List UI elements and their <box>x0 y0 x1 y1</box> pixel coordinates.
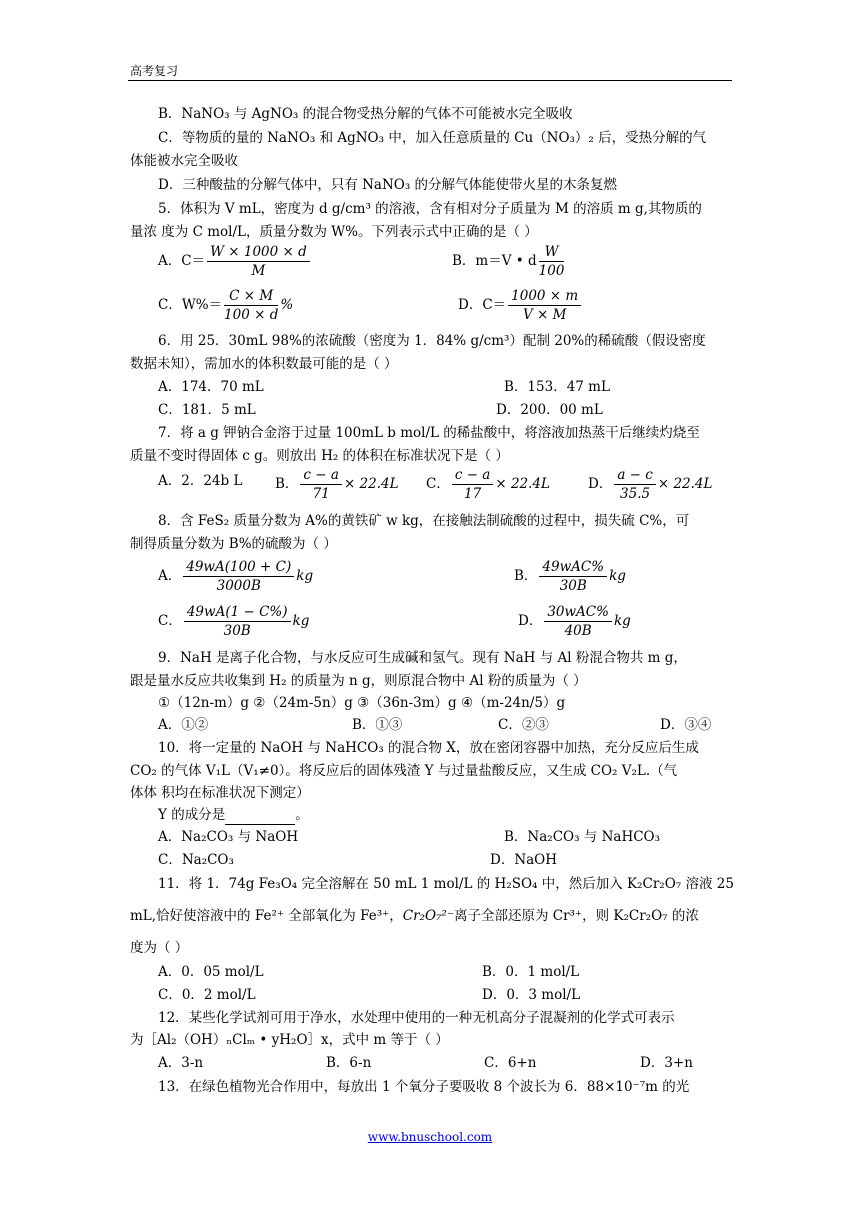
q6-option-b: B．153．47 mL <box>504 379 610 395</box>
q10-stem: 10．将一定量的 NaOH 与 NaHCO₃ 的混合物 X，放在密闭容器中加热，充分反应后生成 <box>158 740 699 756</box>
fraction <box>183 558 294 595</box>
numerator: c − a <box>300 466 342 485</box>
q9-option-b: B．①③ <box>352 717 403 733</box>
fraction <box>539 243 565 280</box>
q8-stem: 8．含 FeS₂ 质量分数为 A%的黄铁矿 w kg，在接触法制硫酸的过程中，损失硫 C%，可 <box>158 513 690 529</box>
q10-option-d: D．NaOH <box>490 852 558 868</box>
text-segment: mL,恰好使溶液中的 Fe²⁺ 全部氧化为 Fe³⁺， <box>130 908 403 924</box>
option-label: A． <box>158 568 182 584</box>
fraction <box>614 466 656 503</box>
q5-stem: 5．体积为 V mL，密度为 d g/cm³ 的溶液，含有相对分子质量为 M 的溶质 m g,其物质的 <box>158 201 702 217</box>
option-label: D． <box>588 476 613 492</box>
percent-sign: % <box>280 297 294 313</box>
denominator: 3000B <box>216 578 261 594</box>
q8-option-d <box>518 603 631 640</box>
option-c-line: C．等物质的量的 NaNO₃ 和 AgNO₃ 中，加入任意质量的 Cu（NO₃）₂ 后，受热分解的气 <box>158 130 707 146</box>
option-b-line: B．NaNO₃ 与 AgNO₃ 的混合物受热分解的气体不可能被水完全吸收 <box>158 106 573 122</box>
denominator: 100 × d <box>224 307 279 323</box>
q7-stem-cont: 质量不变时得固体 c g。则放出 H₂ 的体积在标准状况下是（ ） <box>130 448 509 464</box>
fraction <box>184 603 291 640</box>
text-segment: 离子全部还原为 Cr³⁺，则 K₂Cr₂O₇ 的浓 <box>453 908 699 924</box>
denominator: 71 <box>312 486 330 502</box>
q6-stem: 6．用 25．30mL 98%的浓硫酸（密度为 1．84% g/cm³）配制 20%的稀硫酸（假设密度 <box>158 333 706 349</box>
fraction <box>508 287 581 324</box>
q11-option-d: D．0．3 mol/L <box>482 987 581 1003</box>
q11-option-b: B．0．1 mol/L <box>482 964 580 980</box>
fraction <box>207 243 310 280</box>
q12-option-c: C．6+n <box>484 1055 537 1071</box>
period: 。 <box>295 807 309 823</box>
fraction-tail: × 22.4L <box>657 476 713 492</box>
q7-option-b <box>275 466 399 503</box>
page-header: 高考复习 <box>130 64 179 78</box>
numerator: a − c <box>614 466 656 485</box>
fraction <box>452 466 494 503</box>
fraction <box>224 287 278 324</box>
q12-option-a: A．3-n <box>158 1055 204 1071</box>
q9-stem: 9．NaH 是离子化合物，与水反应可生成碱和氢气。现有 NaH 与 Al 粉混合物共 m g， <box>158 650 687 666</box>
q6-option-d: D．200．00 mL <box>496 402 603 418</box>
unit-kg: kg <box>292 613 310 629</box>
q7-stem: 7．将 a g 钾钠合金溶于过量 100mL b mol/L 的稀盐酸中，将溶液加热蒸干后继续灼烧至 <box>158 425 700 441</box>
q9-choices: ①（12n-m）g ②（24m-5n）g ③（36n-3m）g ④（m-24n/5）g <box>158 695 566 711</box>
q11-stem-cont <box>130 906 699 926</box>
option-label: D． <box>518 613 543 629</box>
q8-option-a <box>158 558 313 595</box>
q7-option-a: A．2．24b L <box>158 473 243 489</box>
fraction-tail: × 22.4L <box>343 476 399 492</box>
q9-option-c: C．②③ <box>498 717 549 733</box>
q5-option-a <box>158 243 312 280</box>
dichromate-ion: Cr₂O₇²⁻ <box>402 908 454 924</box>
numerator: c − a <box>452 466 494 485</box>
q12-stem-cont: 为［Al₂（OH）ₙClₘ • yH₂O］x，式中 m 等于（ ） <box>130 1032 449 1048</box>
q5-stem-cont: 量浓 度为 C mol/L，质量分数为 W%。下列表示式中正确的是（ ） <box>130 224 538 240</box>
option-label: C．W%＝ <box>158 297 223 313</box>
numerator: 49wA(100 + C) <box>183 558 294 577</box>
numerator: W × 1000 × d <box>207 243 310 262</box>
header-rule <box>128 80 732 81</box>
q7-option-d <box>588 466 712 503</box>
q5-option-c <box>158 287 293 324</box>
option-label: B．m＝V • d <box>452 253 537 269</box>
numerator: 30wAC% <box>544 603 612 622</box>
q6-option-a: A．174．70 mL <box>158 379 264 395</box>
numerator: C × M <box>224 287 278 306</box>
option-label: B． <box>514 568 538 584</box>
q12-option-b: B．6-n <box>326 1055 372 1071</box>
denominator: 30B <box>559 578 587 594</box>
fraction-tail: × 22.4L <box>495 476 550 492</box>
q10-stem-cont: CO₂ 的气体 V₁L（V₁≠0）。将反应后的固体残渣 Y 与过量盐酸反应，又生成 CO₂ V₂L.（气 <box>130 763 678 779</box>
q10-option-c: C．Na₂CO₃ <box>158 852 234 868</box>
q11-stem-cont2: 度为（ ） <box>130 940 189 956</box>
q5-option-d <box>458 287 583 324</box>
q8-option-b <box>514 558 626 595</box>
q9-stem-cont: 跟是量水反应共收集到 H₂ 的质量为 n g，则原混合物中 Al 粉的质量为（ ） <box>130 673 587 689</box>
denominator: 35.5 <box>620 486 651 502</box>
q10-blank-line <box>158 805 309 825</box>
fraction <box>539 558 607 595</box>
denominator: 17 <box>464 486 482 502</box>
unit-kg: kg <box>609 568 626 584</box>
option-label: C． <box>426 476 450 492</box>
q10-option-b: B．Na₂CO₃ 与 NaHCO₃ <box>504 829 661 845</box>
fraction <box>544 603 612 640</box>
numerator: 49wAC% <box>539 558 607 577</box>
fraction <box>300 466 342 503</box>
q12-option-d: D．3+n <box>640 1055 693 1071</box>
q8-stem-cont: 制得质量分数为 B%的硫酸为（ ） <box>130 536 337 552</box>
q9-option-a: A．①② <box>158 717 209 733</box>
q13-stem: 13．在绿色植物光合作用中，每放出 1 个氧分子要吸收 8 个波长为 6．88×10⁻⁷m 的光 <box>158 1079 690 1095</box>
q11-stem: 11．将 1．74g Fe₃O₄ 完全溶解在 50 mL 1 mol/L 的 H₂SO₄ 中，然后加入 K₂Cr₂O₇ 溶液 25 <box>158 876 734 892</box>
q9-option-d: D．③④ <box>660 717 712 733</box>
option-d-line: D．三种酸盐的分解气体中，只有 NaNO₃ 的分解气体能使带火星的木条复燃 <box>158 177 618 193</box>
blank-prompt: Y 的成分是 <box>158 807 226 823</box>
q11-option-a: A．0．05 mol/L <box>158 964 264 980</box>
option-label: C． <box>158 613 182 629</box>
denominator: V × M <box>522 307 567 323</box>
q6-option-c: C．181．5 mL <box>158 402 256 418</box>
denominator: 40B <box>564 623 592 639</box>
q5-option-b <box>452 243 566 280</box>
option-label: A．C＝ <box>158 253 206 269</box>
footer-link[interactable]: www.bnuschool.com <box>367 1130 493 1144</box>
q8-option-c <box>158 603 309 640</box>
q6-stem-cont: 数据未知），需加水的体积数最可能的是（ ） <box>130 356 398 372</box>
denominator: 100 <box>538 263 565 279</box>
q7-option-c <box>426 466 550 503</box>
numerator: 49wA(1 − C%) <box>184 603 291 622</box>
answer-blank <box>225 810 295 825</box>
option-label: D．C＝ <box>458 297 507 313</box>
unit-kg: kg <box>613 613 631 629</box>
numerator: 1000 × m <box>508 287 581 306</box>
denominator: M <box>251 263 266 279</box>
option-c-line-cont: 体能被水完全吸收 <box>130 153 238 169</box>
option-label: B． <box>275 476 299 492</box>
q11-option-c: C．0．2 mol/L <box>158 987 256 1003</box>
unit-kg: kg <box>296 568 314 584</box>
numerator: W <box>539 243 565 262</box>
denominator: 30B <box>223 623 251 639</box>
q10-option-a: A．Na₂CO₃ 与 NaOH <box>158 829 299 845</box>
q12-stem: 12．某些化学试剂可用于净水，水处理中使用的一种无机高分子混凝剂的化学式可表示 <box>158 1010 675 1026</box>
q10-stem-cont2: 体体 积均在标准状况下测定） <box>130 785 310 801</box>
